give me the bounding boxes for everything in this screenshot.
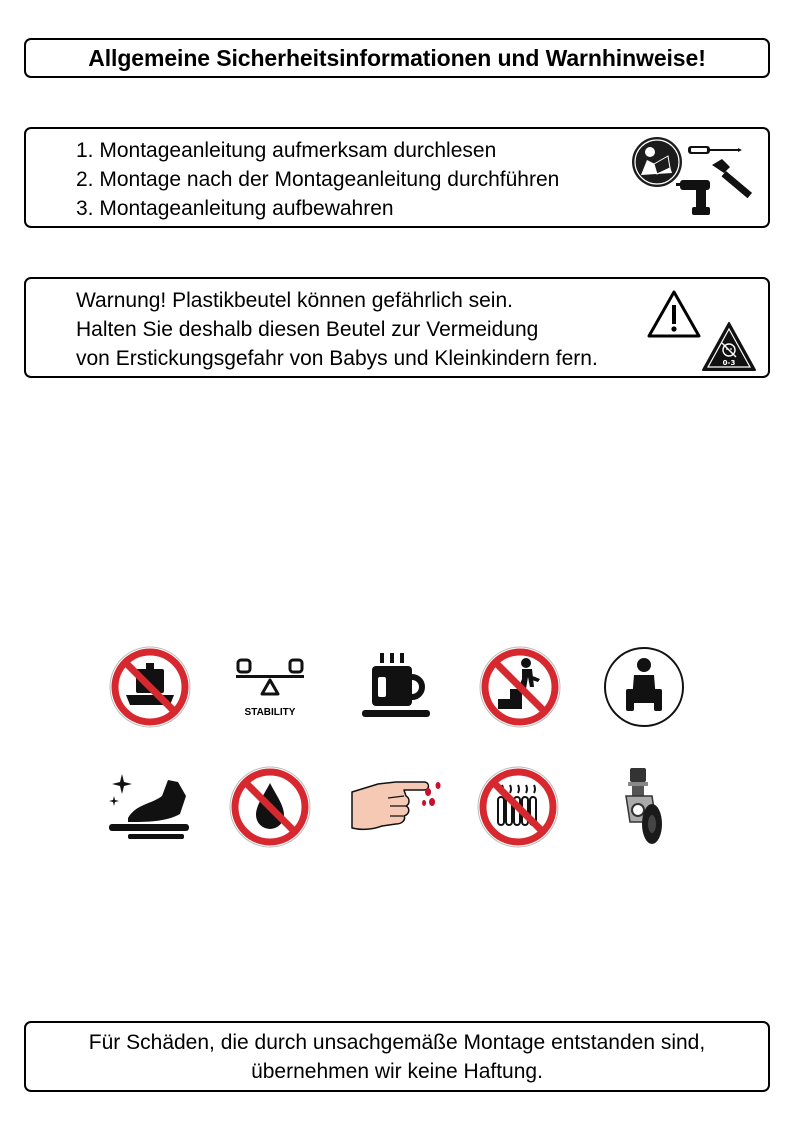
- warning-text: [76, 286, 598, 373]
- assembly-step: 2. Montage nach der Montageanleitung durchführen: [76, 168, 560, 191]
- finger-injury-icon: [348, 772, 446, 836]
- assembly-steps-box: [24, 127, 770, 228]
- plastic-bag-warning-box: [24, 277, 770, 378]
- drill-icon: [676, 177, 720, 219]
- page-title: Allgemeine Sicherheitsinformationen und Warnhinweise!: [88, 44, 706, 71]
- assembly-step: 1. Montageanleitung aufmerksam durchlesen: [76, 139, 497, 162]
- no-climbing-icon: [478, 645, 562, 729]
- seated-person-icon: [602, 645, 686, 729]
- warning-triangle-icon: [646, 289, 702, 339]
- no-liquid-icon: [228, 765, 312, 849]
- assembly-steps-list: [76, 136, 559, 223]
- age-badge-label: 0-3: [722, 359, 736, 367]
- title-box: [24, 38, 770, 78]
- warning-line: Warnung! Plastikbeutel können gefährlich sein.: [76, 289, 513, 312]
- stability-icon: [232, 654, 308, 720]
- screwdriver-icon: [686, 143, 742, 157]
- caster-wheel-icon: [616, 766, 672, 850]
- no-heating-icon: [476, 765, 560, 849]
- warning-line: Halten Sie deshalb diesen Beutel zur Vermeidung: [76, 318, 539, 341]
- disclaimer-line: übernehmen wir keine Haftung.: [251, 1059, 543, 1083]
- stability-label: STABILITY: [244, 707, 296, 718]
- warning-line: von Erstickungsgefahr von Babys und Kleinkindern fern.: [76, 347, 598, 370]
- liability-disclaimer-box: [24, 1021, 770, 1092]
- assembly-step: 3. Montageanleitung aufbewahren: [76, 197, 394, 220]
- disclaimer-line: Für Schäden, die durch unsachgemäße Montage entstanden sind,: [88, 1030, 706, 1054]
- clean-surface-icon: [106, 770, 192, 846]
- hot-drink-icon: [358, 651, 434, 721]
- no-overload-icon: [108, 645, 192, 729]
- child-age-warning-icon: [701, 321, 757, 373]
